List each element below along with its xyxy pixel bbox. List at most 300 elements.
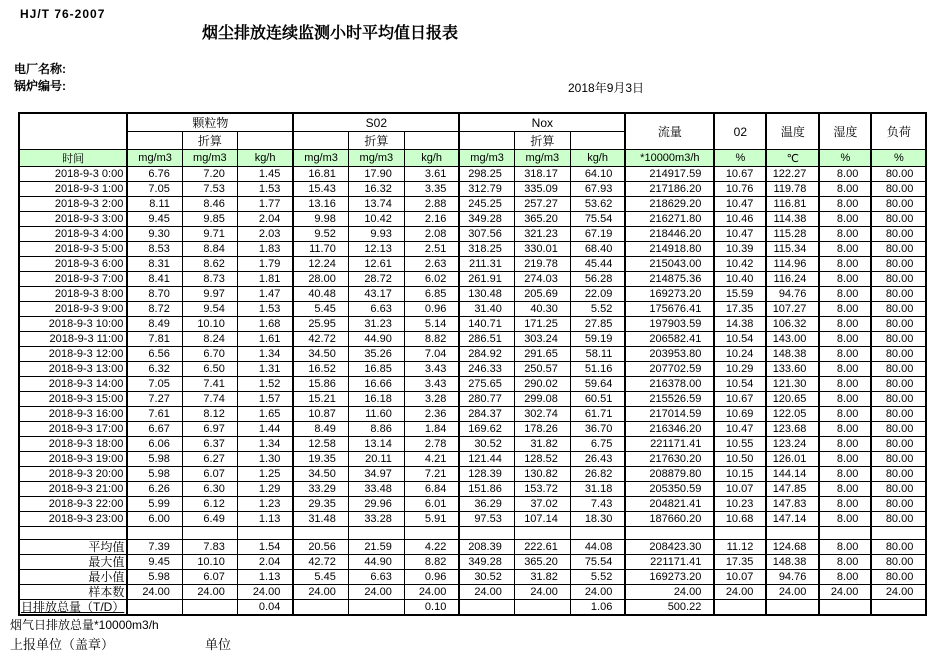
value-cell: 257.27: [514, 197, 570, 212]
value-cell: 10.46: [714, 212, 766, 227]
value-cell: 10.50: [714, 452, 766, 467]
value-cell: 2.16: [404, 212, 459, 227]
unit-label: 单位: [205, 637, 232, 652]
value-cell: 16.32: [348, 182, 404, 197]
value-cell: 2.04: [237, 212, 293, 227]
value-cell: 10.55: [714, 437, 766, 452]
value-cell: 15.59: [714, 287, 766, 302]
unit-header-temperature: ℃: [766, 150, 819, 167]
value-cell: 12.58: [293, 437, 348, 452]
daily-total-row: [19, 600, 926, 616]
value-cell: 80.00: [871, 482, 926, 497]
spacer-cell: [348, 527, 404, 540]
value-cell: 2.36: [404, 407, 459, 422]
value-cell: 7.53: [182, 182, 237, 197]
spacer-cell: [625, 527, 714, 540]
table-row: [19, 467, 926, 482]
value-cell: 16.81: [293, 167, 348, 182]
value-cell: 37.02: [514, 497, 570, 512]
summary-value-cell: 9.45: [127, 555, 182, 570]
value-cell: 349.28: [459, 212, 514, 227]
value-cell: 6.70: [182, 347, 237, 362]
value-cell: 318.17: [514, 167, 570, 182]
flue-gas-total-label: 烟气日排放总量*10000m3/h: [10, 618, 159, 632]
value-cell: 9.85: [182, 212, 237, 227]
value-cell: 206582.41: [625, 332, 714, 347]
group-header-nox: Nox: [459, 113, 625, 132]
value-cell: 6.27: [182, 452, 237, 467]
summary-value-cell: 0.96: [404, 570, 459, 585]
value-cell: 261.91: [459, 272, 514, 287]
value-cell: 284.92: [459, 347, 514, 362]
value-cell: 8.46: [182, 197, 237, 212]
table-row: [19, 197, 926, 212]
table-row: [19, 407, 926, 422]
summary-row: [19, 570, 926, 585]
subheader-empty: [570, 132, 625, 150]
value-cell: 75.54: [570, 212, 625, 227]
value-cell: 1.23: [237, 497, 293, 512]
plant-name-label: 电厂名称:: [14, 62, 66, 76]
value-cell: 10.47: [714, 197, 766, 212]
summary-value-cell: [514, 600, 570, 616]
spacer-cell: [766, 527, 819, 540]
value-cell: 8.00: [819, 512, 871, 527]
value-cell: 214875.36: [625, 272, 714, 287]
value-cell: 123.68: [766, 422, 819, 437]
value-cell: 5.91: [404, 512, 459, 527]
value-cell: 9.30: [127, 227, 182, 242]
value-cell: 204821.41: [625, 497, 714, 512]
value-cell: 221171.41: [625, 437, 714, 452]
summary-value-cell: [182, 600, 237, 616]
spacer-cell: [404, 527, 459, 540]
summary-value-cell: 0.04: [237, 600, 293, 616]
value-cell: 6.26: [127, 482, 182, 497]
value-cell: 22.09: [570, 287, 625, 302]
value-cell: 6.32: [127, 362, 182, 377]
value-cell: 7.05: [127, 377, 182, 392]
value-cell: 307.56: [459, 227, 514, 242]
value-cell: 116.24: [766, 272, 819, 287]
value-cell: 10.10: [182, 317, 237, 332]
summary-value-cell: 17.35: [714, 555, 766, 570]
subheader-empty: [127, 132, 182, 150]
value-cell: 1.13: [237, 512, 293, 527]
summary-value-cell: 8.00: [819, 540, 871, 555]
value-cell: 216346.20: [625, 422, 714, 437]
value-cell: 15.86: [293, 377, 348, 392]
value-cell: 218629.20: [625, 197, 714, 212]
value-cell: 171.25: [514, 317, 570, 332]
value-cell: 5.99: [127, 497, 182, 512]
value-cell: 60.51: [570, 392, 625, 407]
summary-value-cell: [714, 600, 766, 616]
value-cell: 10.69: [714, 407, 766, 422]
value-cell: 16.18: [348, 392, 404, 407]
value-cell: 0.96: [404, 302, 459, 317]
value-cell: 11.70: [293, 242, 348, 257]
value-cell: 59.19: [570, 332, 625, 347]
value-cell: 208879.80: [625, 467, 714, 482]
spacer-cell: [514, 527, 570, 540]
value-cell: 318.25: [459, 242, 514, 257]
table-row: [19, 212, 926, 227]
summary-value-cell: 8.82: [404, 555, 459, 570]
value-cell: 284.37: [459, 407, 514, 422]
value-cell: 6.84: [404, 482, 459, 497]
value-cell: 8.86: [348, 422, 404, 437]
summary-value-cell: 4.22: [404, 540, 459, 555]
value-cell: 143.00: [766, 332, 819, 347]
value-cell: 178.26: [514, 422, 570, 437]
value-cell: 8.00: [819, 302, 871, 317]
value-cell: 312.79: [459, 182, 514, 197]
summary-value-cell: 24.00: [766, 585, 819, 600]
value-cell: 8.00: [819, 182, 871, 197]
value-cell: 67.19: [570, 227, 625, 242]
value-cell: 1.44: [237, 422, 293, 437]
value-cell: 6.06: [127, 437, 182, 452]
value-cell: 3.35: [404, 182, 459, 197]
value-cell: 43.17: [348, 287, 404, 302]
value-cell: 9.98: [293, 212, 348, 227]
value-cell: 3.28: [404, 392, 459, 407]
summary-row: [19, 555, 926, 570]
table-row: [19, 437, 926, 452]
value-cell: 8.24: [182, 332, 237, 347]
value-cell: 133.60: [766, 362, 819, 377]
value-cell: 122.27: [766, 167, 819, 182]
summary-value-cell: 94.76: [766, 570, 819, 585]
value-cell: 2.51: [404, 242, 459, 257]
value-cell: 14.38: [714, 317, 766, 332]
summary-value-cell: 24.00: [237, 585, 293, 600]
unit-header: mg/m3: [182, 150, 237, 167]
spacer-cell: [714, 527, 766, 540]
value-cell: 1.34: [237, 437, 293, 452]
value-cell: 8.00: [819, 347, 871, 362]
value-cell: 1.81: [237, 272, 293, 287]
value-cell: 9.45: [127, 212, 182, 227]
value-cell: 80.00: [871, 362, 926, 377]
subheader-converted-nox: 折算: [514, 132, 570, 150]
value-cell: 8.00: [819, 332, 871, 347]
value-cell: 5.98: [127, 452, 182, 467]
value-cell: 302.74: [514, 407, 570, 422]
value-cell: 2.03: [237, 227, 293, 242]
value-cell: 9.54: [182, 302, 237, 317]
spacer-cell: [871, 527, 926, 540]
value-cell: 128.52: [514, 452, 570, 467]
value-cell: 31.82: [514, 437, 570, 452]
unit-header: mg/m3: [348, 150, 404, 167]
summary-value-cell: [871, 600, 926, 616]
summary-value-cell: 208423.30: [625, 540, 714, 555]
spacer-cell: [127, 527, 182, 540]
summary-row: [19, 585, 926, 600]
value-cell: 7.27: [127, 392, 182, 407]
value-cell: 80.00: [871, 377, 926, 392]
value-cell: 10.15: [714, 467, 766, 482]
value-cell: 299.08: [514, 392, 570, 407]
value-cell: 148.38: [766, 347, 819, 362]
summary-value-cell: 31.82: [514, 570, 570, 585]
value-cell: 80.00: [871, 407, 926, 422]
group-header-flow: 流量: [625, 113, 714, 150]
value-cell: 8.00: [819, 362, 871, 377]
summary-value-cell: 80.00: [871, 540, 926, 555]
value-cell: 6.12: [182, 497, 237, 512]
value-cell: 365.20: [514, 212, 570, 227]
value-cell: 7.21: [404, 467, 459, 482]
value-cell: 1.84: [404, 422, 459, 437]
summary-value-cell: 10.07: [714, 570, 766, 585]
value-cell: 187660.20: [625, 512, 714, 527]
value-cell: 8.12: [182, 407, 237, 422]
value-cell: 94.76: [766, 287, 819, 302]
subheader-empty: [459, 132, 514, 150]
subheader-empty: [237, 132, 293, 150]
value-cell: 10.47: [714, 422, 766, 437]
value-cell: 245.25: [459, 197, 514, 212]
group-header-humidity: 湿度: [819, 113, 871, 150]
time-cell: 2018-9-3 22:00: [19, 497, 127, 512]
table-row: [19, 227, 926, 242]
value-cell: 8.00: [819, 392, 871, 407]
value-cell: 12.61: [348, 257, 404, 272]
value-cell: 15.21: [293, 392, 348, 407]
value-cell: 42.72: [293, 332, 348, 347]
value-cell: 1.79: [237, 257, 293, 272]
value-cell: 1.77: [237, 197, 293, 212]
value-cell: 1.45: [237, 167, 293, 182]
value-cell: 8.53: [127, 242, 182, 257]
value-cell: 80.00: [871, 242, 926, 257]
value-cell: 214918.80: [625, 242, 714, 257]
standard-code: HJ/T 76-2007: [20, 7, 106, 21]
boiler-number-label: 锅炉编号:: [14, 79, 66, 93]
value-cell: 2.63: [404, 257, 459, 272]
summary-label: 最大值: [19, 555, 127, 570]
group-header-load: 负荷: [871, 113, 926, 150]
summary-value-cell: 44.08: [570, 540, 625, 555]
time-cell: 2018-9-3 21:00: [19, 482, 127, 497]
value-cell: 8.00: [819, 482, 871, 497]
table-row: [19, 452, 926, 467]
value-cell: 10.54: [714, 377, 766, 392]
value-cell: 56.28: [570, 272, 625, 287]
summary-value-cell: 24.00: [625, 585, 714, 600]
value-cell: 169.62: [459, 422, 514, 437]
summary-value-cell: 80.00: [871, 570, 926, 585]
summary-value-cell: 208.39: [459, 540, 514, 555]
value-cell: 2.88: [404, 197, 459, 212]
value-cell: 26.82: [570, 467, 625, 482]
value-cell: 15.43: [293, 182, 348, 197]
summary-value-cell: 221171.41: [625, 555, 714, 570]
value-cell: 175676.41: [625, 302, 714, 317]
summary-value-cell: 7.83: [182, 540, 237, 555]
table-row: [19, 482, 926, 497]
value-cell: 16.66: [348, 377, 404, 392]
value-cell: 8.41: [127, 272, 182, 287]
value-cell: 151.86: [459, 482, 514, 497]
value-cell: 61.71: [570, 407, 625, 422]
value-cell: 147.85: [766, 482, 819, 497]
value-cell: 34.50: [293, 347, 348, 362]
value-cell: 10.23: [714, 497, 766, 512]
value-cell: 8.00: [819, 437, 871, 452]
table-row: [19, 257, 926, 272]
value-cell: 7.43: [570, 497, 625, 512]
value-cell: 153.72: [514, 482, 570, 497]
summary-value-cell: 24.00: [514, 585, 570, 600]
value-cell: 80.00: [871, 212, 926, 227]
value-cell: 2.08: [404, 227, 459, 242]
value-cell: 115.34: [766, 242, 819, 257]
value-cell: 8.00: [819, 242, 871, 257]
value-cell: 9.52: [293, 227, 348, 242]
value-cell: 27.85: [570, 317, 625, 332]
value-cell: 67.93: [570, 182, 625, 197]
time-cell: 2018-9-3 20:00: [19, 467, 127, 482]
value-cell: 59.64: [570, 377, 625, 392]
value-cell: 10.29: [714, 362, 766, 377]
value-cell: 80.00: [871, 437, 926, 452]
value-cell: 40.30: [514, 302, 570, 317]
time-cell: 2018-9-3 16:00: [19, 407, 127, 422]
value-cell: 216378.00: [625, 377, 714, 392]
value-cell: 80.00: [871, 302, 926, 317]
value-cell: 53.62: [570, 197, 625, 212]
table-row: [19, 497, 926, 512]
value-cell: 114.96: [766, 257, 819, 272]
summary-value-cell: 5.52: [570, 570, 625, 585]
summary-value-cell: 500.22: [625, 600, 714, 616]
time-cell: 2018-9-3 13:00: [19, 362, 127, 377]
value-cell: 8.00: [819, 257, 871, 272]
value-cell: 80.00: [871, 167, 926, 182]
value-cell: 7.81: [127, 332, 182, 347]
value-cell: 10.87: [293, 407, 348, 422]
table-row: [19, 512, 926, 527]
unit-header-flow: *10000m3/h: [625, 150, 714, 167]
subheader-converted-particulate: 折算: [182, 132, 237, 150]
time-cell: 2018-9-3 6:00: [19, 257, 127, 272]
time-cell: 2018-9-3 5:00: [19, 242, 127, 257]
summary-value-cell: 10.10: [182, 555, 237, 570]
summary-value-cell: 24.00: [293, 585, 348, 600]
value-cell: 1.53: [237, 182, 293, 197]
value-cell: 128.39: [459, 467, 514, 482]
group-header-particulate: 颗粒物: [127, 113, 293, 132]
value-cell: 1.65: [237, 407, 293, 422]
summary-value-cell: 1.54: [237, 540, 293, 555]
value-cell: 1.53: [237, 302, 293, 317]
value-cell: 115.28: [766, 227, 819, 242]
value-cell: 205350.59: [625, 482, 714, 497]
summary-value-cell: 24.00: [871, 585, 926, 600]
value-cell: 45.44: [570, 257, 625, 272]
value-cell: 250.57: [514, 362, 570, 377]
summary-value-cell: 1.13: [237, 570, 293, 585]
value-cell: 7.04: [404, 347, 459, 362]
value-cell: 10.07: [714, 482, 766, 497]
subheader-empty: [404, 132, 459, 150]
value-cell: 207702.59: [625, 362, 714, 377]
summary-value-cell: 6.63: [348, 570, 404, 585]
value-cell: 80.00: [871, 197, 926, 212]
value-cell: 274.03: [514, 272, 570, 287]
value-cell: 10.76: [714, 182, 766, 197]
unit-header: kg/h: [570, 150, 625, 167]
value-cell: 291.65: [514, 347, 570, 362]
value-cell: 19.35: [293, 452, 348, 467]
value-cell: 80.00: [871, 272, 926, 287]
value-cell: 303.24: [514, 332, 570, 347]
spacer-cell: [237, 527, 293, 540]
value-cell: 130.48: [459, 287, 514, 302]
value-cell: 1.29: [237, 482, 293, 497]
value-cell: 26.43: [570, 452, 625, 467]
value-cell: 11.60: [348, 407, 404, 422]
subheader-empty: [293, 132, 348, 150]
value-cell: 8.00: [819, 167, 871, 182]
value-cell: 5.14: [404, 317, 459, 332]
time-cell: 2018-9-3 7:00: [19, 272, 127, 287]
time-cell: 2018-9-3 23:00: [19, 512, 127, 527]
time-cell: 2018-9-3 11:00: [19, 332, 127, 347]
table-row: [19, 317, 926, 332]
value-cell: 97.53: [459, 512, 514, 527]
time-cell: 2018-9-3 1:00: [19, 182, 127, 197]
time-cell: 2018-9-3 12:00: [19, 347, 127, 362]
value-cell: 130.82: [514, 467, 570, 482]
value-cell: 68.40: [570, 242, 625, 257]
value-cell: 290.02: [514, 377, 570, 392]
value-cell: 6.07: [182, 467, 237, 482]
value-cell: 3.43: [404, 362, 459, 377]
value-cell: 216271.80: [625, 212, 714, 227]
value-cell: 298.25: [459, 167, 514, 182]
value-cell: 8.84: [182, 242, 237, 257]
value-cell: 8.00: [819, 317, 871, 332]
value-cell: 321.23: [514, 227, 570, 242]
value-cell: 215526.59: [625, 392, 714, 407]
reporting-unit-label: 上报单位（盖章）: [10, 637, 115, 652]
unit-header-o2: %: [714, 150, 766, 167]
summary-value-cell: 349.28: [459, 555, 514, 570]
value-cell: 119.78: [766, 182, 819, 197]
value-cell: 80.00: [871, 467, 926, 482]
value-cell: 107.14: [514, 512, 570, 527]
value-cell: 1.47: [237, 287, 293, 302]
value-cell: 5.52: [570, 302, 625, 317]
value-cell: 5.98: [127, 467, 182, 482]
value-cell: 3.43: [404, 377, 459, 392]
summary-value-cell: [293, 600, 348, 616]
summary-value-cell: 24.00: [819, 585, 871, 600]
summary-value-cell: 148.38: [766, 555, 819, 570]
unit-header: mg/m3: [459, 150, 514, 167]
value-cell: 1.30: [237, 452, 293, 467]
value-cell: 20.11: [348, 452, 404, 467]
value-cell: 16.52: [293, 362, 348, 377]
time-column-header: 时间: [19, 150, 127, 167]
value-cell: 144.14: [766, 467, 819, 482]
value-cell: 246.33: [459, 362, 514, 377]
